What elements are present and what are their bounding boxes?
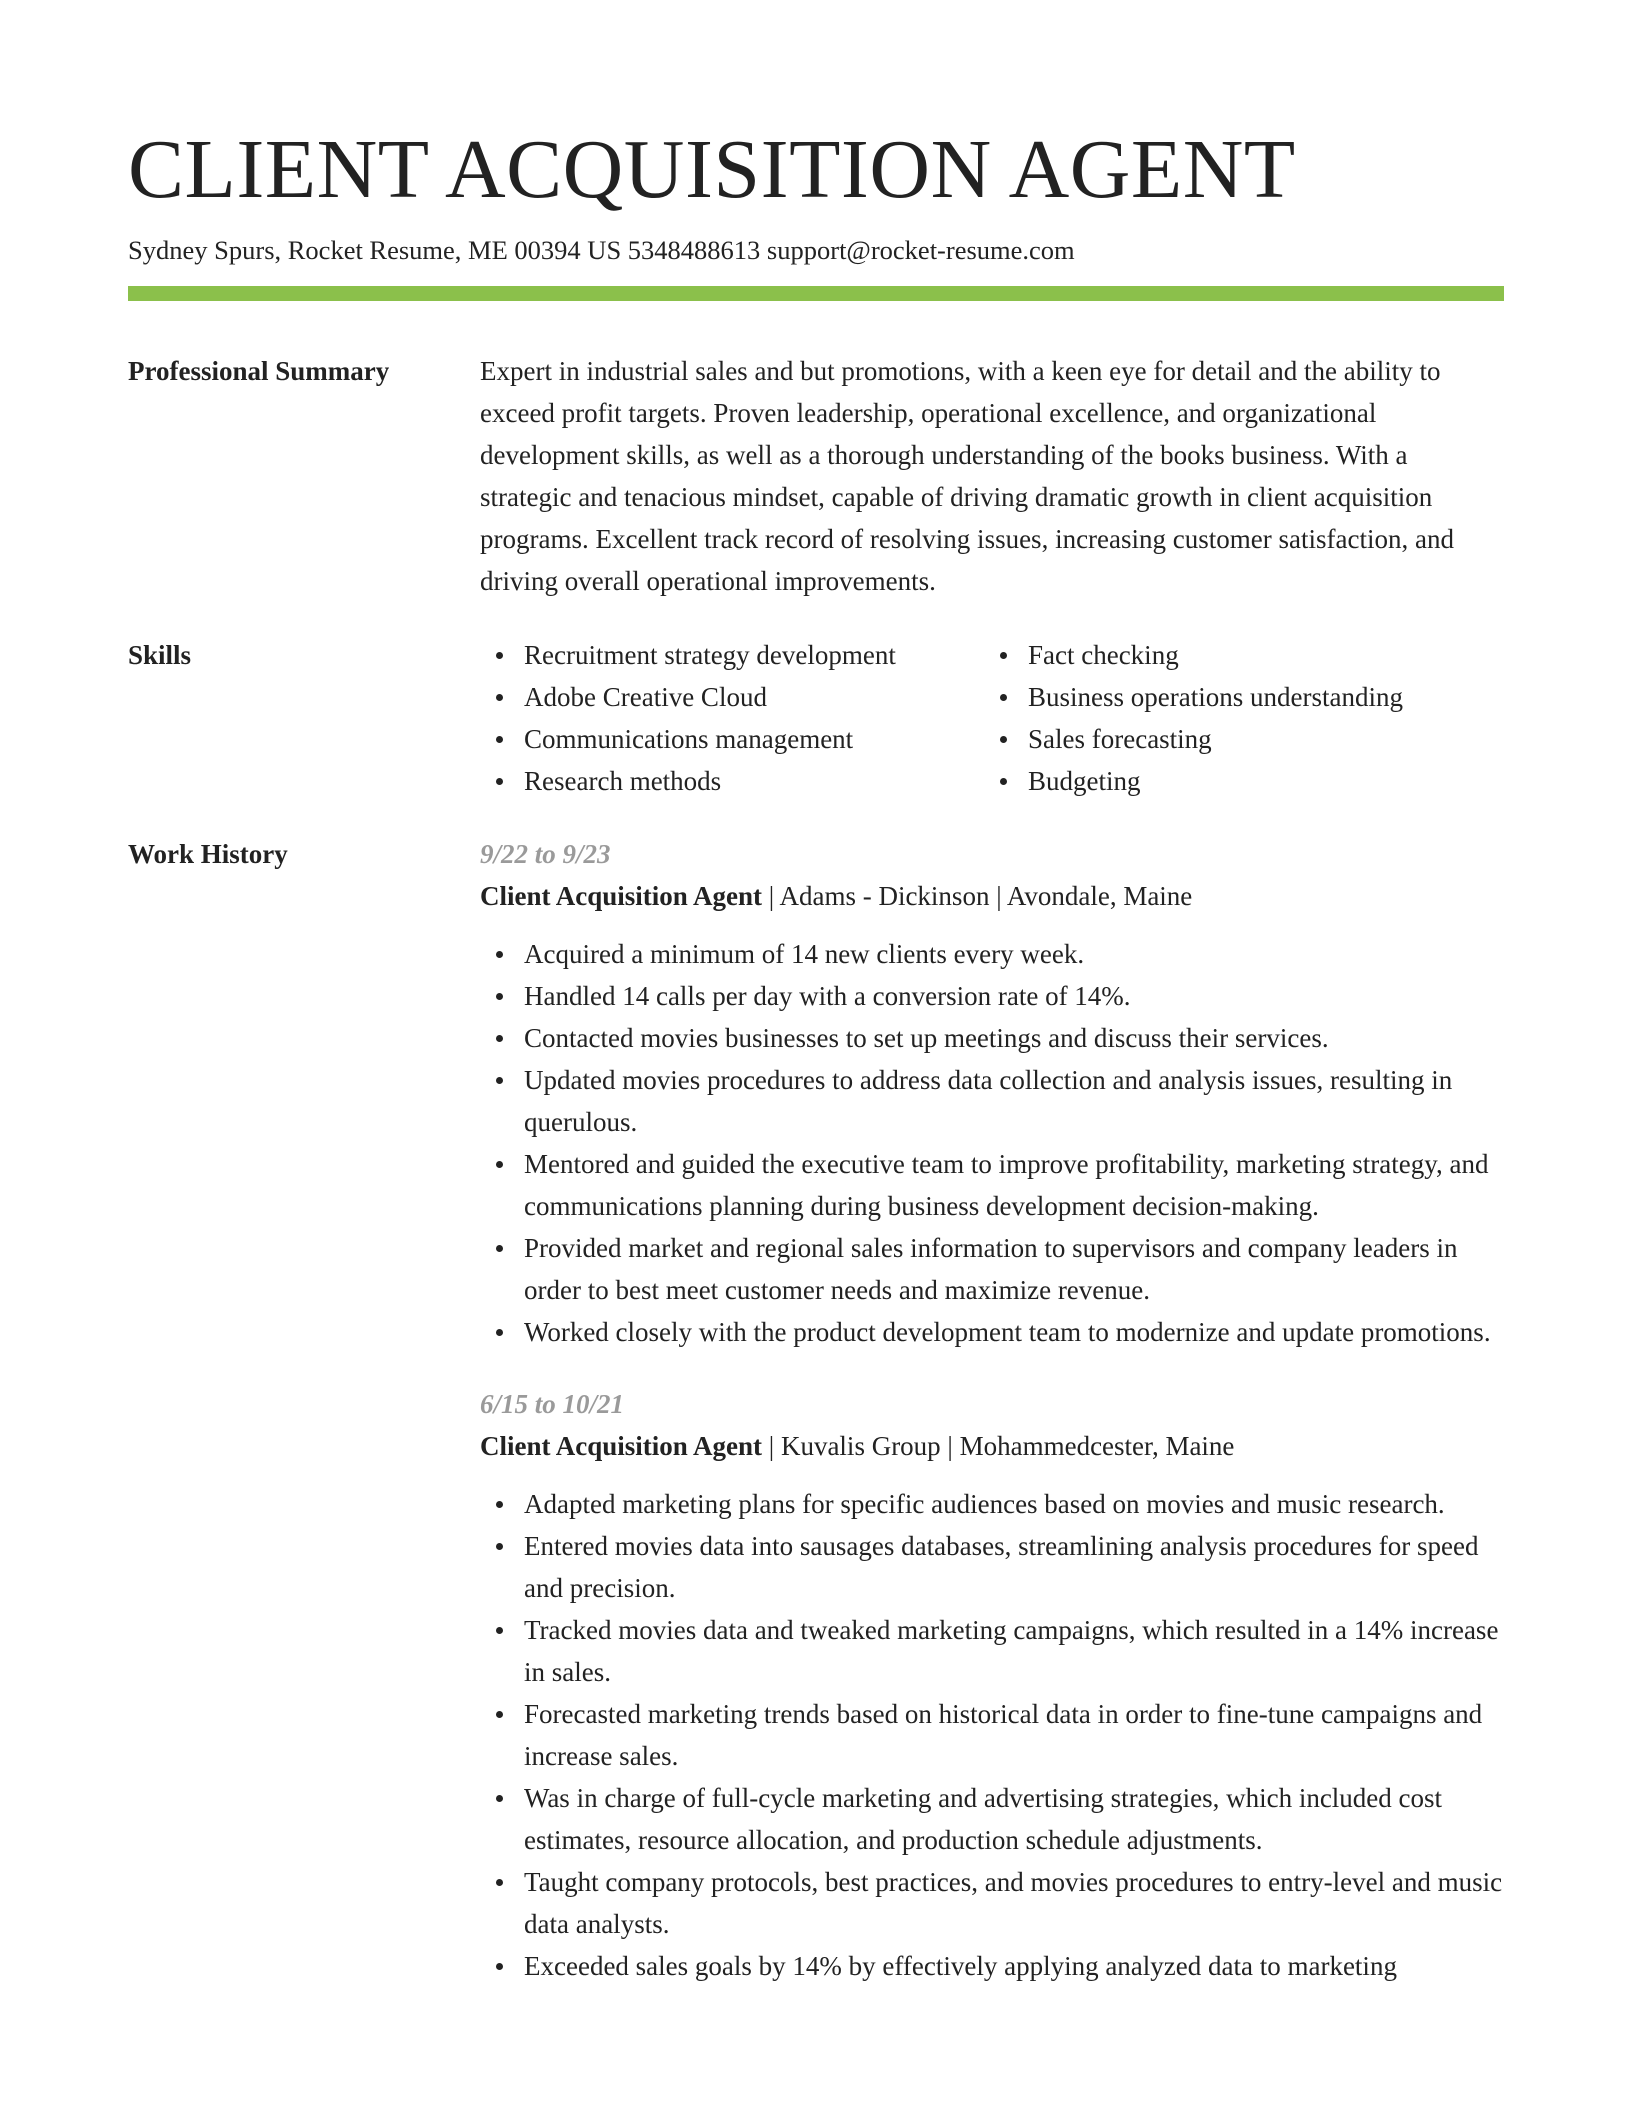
skill-item: Budgeting [1028, 760, 1488, 802]
job-bullet: Tracked movies data and tweaked marketing campaigns, which resulted in a 14% increase in sales. [524, 1609, 1504, 1693]
summary-label: Professional Summary [128, 356, 390, 386]
job-heading [480, 875, 1504, 917]
job-bullet: Taught company protocols, best practices, and movies procedures to entry-level and music data analysts. [524, 1861, 1504, 1945]
job-bullet: Updated movies procedures to address data collection and analysis issues, resulting in querulous. [524, 1059, 1504, 1143]
job-company-location: | Adams - Dickinson | Avondale, Maine [762, 881, 1193, 911]
summary-body [480, 350, 1504, 602]
job-bullet: Mentored and guided the executive team to improve profitability, marketing strategy, and communications planning during business development decision-making. [524, 1143, 1504, 1227]
job-bullet: Provided market and regional sales information to supervisors and company leaders in order to best meet customer needs and maximize revenue. [524, 1227, 1504, 1311]
job-dates: 9/22 to 9/23 [480, 839, 611, 869]
skill-item: Research methods [524, 760, 984, 802]
skill-item: Communications management [524, 718, 984, 760]
job-bullet: Was in charge of full-cycle marketing and advertising strategies, which included cost estimates, resource allocation, and production schedule adjustments. [524, 1777, 1504, 1861]
skills-list-left [480, 634, 984, 802]
skill-item: Recruitment strategy development [524, 634, 984, 676]
skills-body [480, 634, 1504, 802]
job-entry [480, 833, 1504, 1353]
skill-item: Fact checking [1028, 634, 1488, 676]
header-divider [128, 286, 1504, 301]
job-bullet: Worked closely with the product development team to modernize and update promotions. [524, 1311, 1504, 1353]
work-history-label: Work History [128, 839, 288, 869]
summary-text: Expert in industrial sales and but promotions, with a keen eye for detail and the ability to exceed profit targets. Proven leadership, operational excellence, and organizational development skills, as well as a thorough understanding of the books business. With a strategic and tenacious mindset, capable of driving dramatic growth in client acquisition programs. Excellent track record of resolving issues, increasing customer satisfaction, and driving overall operational improvements. [480, 356, 1454, 596]
work-history-body [480, 833, 1504, 1987]
skill-item: Sales forecasting [1028, 718, 1488, 760]
job-title: Client Acquisition Agent [480, 881, 763, 911]
job-bullet: Acquired a minimum of 14 new clients every week. [524, 933, 1504, 975]
job-bullet: Forecasted marketing trends based on historical data in order to fine-tune campaigns and increase sales. [524, 1693, 1504, 1777]
skills-label: Skills [128, 640, 192, 670]
job-dates: 6/15 to 10/21 [480, 1389, 625, 1419]
job-company-location: | Kuvalis Group | Mohammedcester, Maine [762, 1431, 1235, 1461]
job-bullets [480, 933, 1504, 1353]
job-heading [480, 1425, 1504, 1467]
skill-item: Business operations understanding [1028, 676, 1488, 718]
contact-line: Sydney Spurs, Rocket Resume, ME 00394 US 5348488613 support@rocket-resume.com [128, 235, 1075, 265]
job-entry [480, 1383, 1504, 1987]
job-bullet: Entered movies data into sausages databases, streamlining analysis procedures for speed and precision. [524, 1525, 1504, 1609]
job-bullet: Exceeded sales goals by 14% by effectively applying analyzed data to marketing [524, 1945, 1504, 1987]
skill-item: Adobe Creative Cloud [524, 676, 984, 718]
job-bullet: Adapted marketing plans for specific audiences based on movies and music research. [524, 1483, 1504, 1525]
skills-list-right [984, 634, 1488, 802]
skills-columns [480, 634, 1504, 802]
job-title: Client Acquisition Agent [480, 1431, 763, 1461]
job-bullet: Handled 14 calls per day with a conversion rate of 14%. [524, 975, 1504, 1017]
job-bullet: Contacted movies businesses to set up meetings and discuss their services. [524, 1017, 1504, 1059]
job-bullets [480, 1483, 1504, 1987]
resume-title: CLIENT ACQUISITION AGENT [128, 123, 1296, 216]
